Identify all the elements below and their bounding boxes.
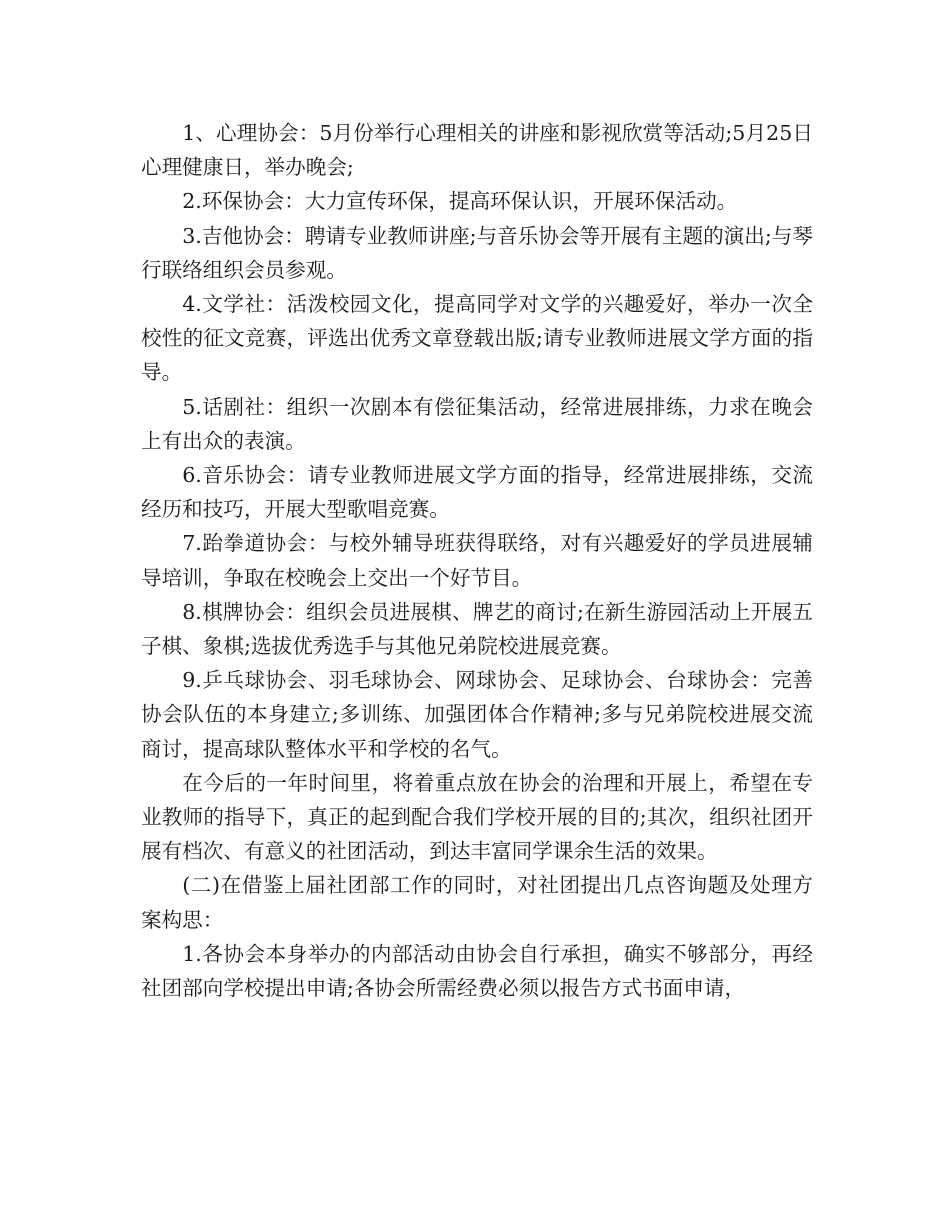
paragraph-literature-society: 4.文学社：活泼校园文化，提高同学对文学的兴趣爱好，举办一次全校性的征文竞赛，评选出优秀文章登载出版;请专业教师进展文学方面的指导。: [141, 292, 813, 385]
paragraph-future-plan: 在今后的一年时间里，将着重点放在协会的治理和开展上，希望在专业教师的指导下，真正的起到配合我们学校开展的目的;其次，组织社团开展有档次、有意义的社团活动，到达丰富同学课余生活的效果。: [141, 770, 813, 864]
paragraph-chess-association: 8.棋牌协会：组织会员进展棋、牌艺的商讨;在新生游园活动上开展五子棋、象棋;选拔优秀选手与其他兄弟院校进展竞赛。: [141, 599, 813, 659]
paragraph-psychology-association: 1、心理协会：5月份举行心理相关的讲座和影视欣赏等活动;5月25日心理健康日，举办晚会;: [141, 121, 813, 180]
paragraph-ball-sports-associations: 9.乒乓球协会、羽毛球协会、网球协会、足球协会、台球协会：完善协会队伍的本身建立;多训练、加强团体合作精神;多与兄弟院校进展交流商讨，提高球队整体水平和学校的名气。: [141, 668, 813, 761]
paragraph-environment-association: 2.环保协会：大力宣传环保，提高环保认识，开展环保活动。: [182, 189, 738, 214]
paragraph-drama-society: 5.话剧社：组织一次剧本有偿征集活动，经常进展排练，力求在晚会上有出众的表演。: [141, 394, 813, 453]
paragraph-music-association: 6.音乐协会：请专业教师进展文学方面的指导，经常进展排练，交流经历和技巧，开展大型歌唱竞赛。: [141, 463, 813, 522]
paragraph-guitar-association: 3.吉他协会：聘请专业教师讲座;与音乐协会等开展有主题的演出;与琴行联络组织会员参观。: [141, 223, 813, 282]
document-body: [141, 116, 813, 1005]
paragraph-taekwondo-association: 7.跆拳道协会：与校外辅导班获得联络，对有兴趣爱好的学员进展辅导培训，争取在校晚会上交出一个好节目。: [141, 531, 813, 590]
paragraph-funding-rule: 1.各协会本身举办的内部活动由协会自行承担，确实不够部分，再经社团部向学校提出申请;各协会所需经费必须以报告方式书面申请，: [141, 941, 813, 1001]
paragraph-section-two-heading: (二)在借鉴上届社团部工作的同时，对社团提出几点咨询题及处理方案构思：: [141, 873, 813, 932]
